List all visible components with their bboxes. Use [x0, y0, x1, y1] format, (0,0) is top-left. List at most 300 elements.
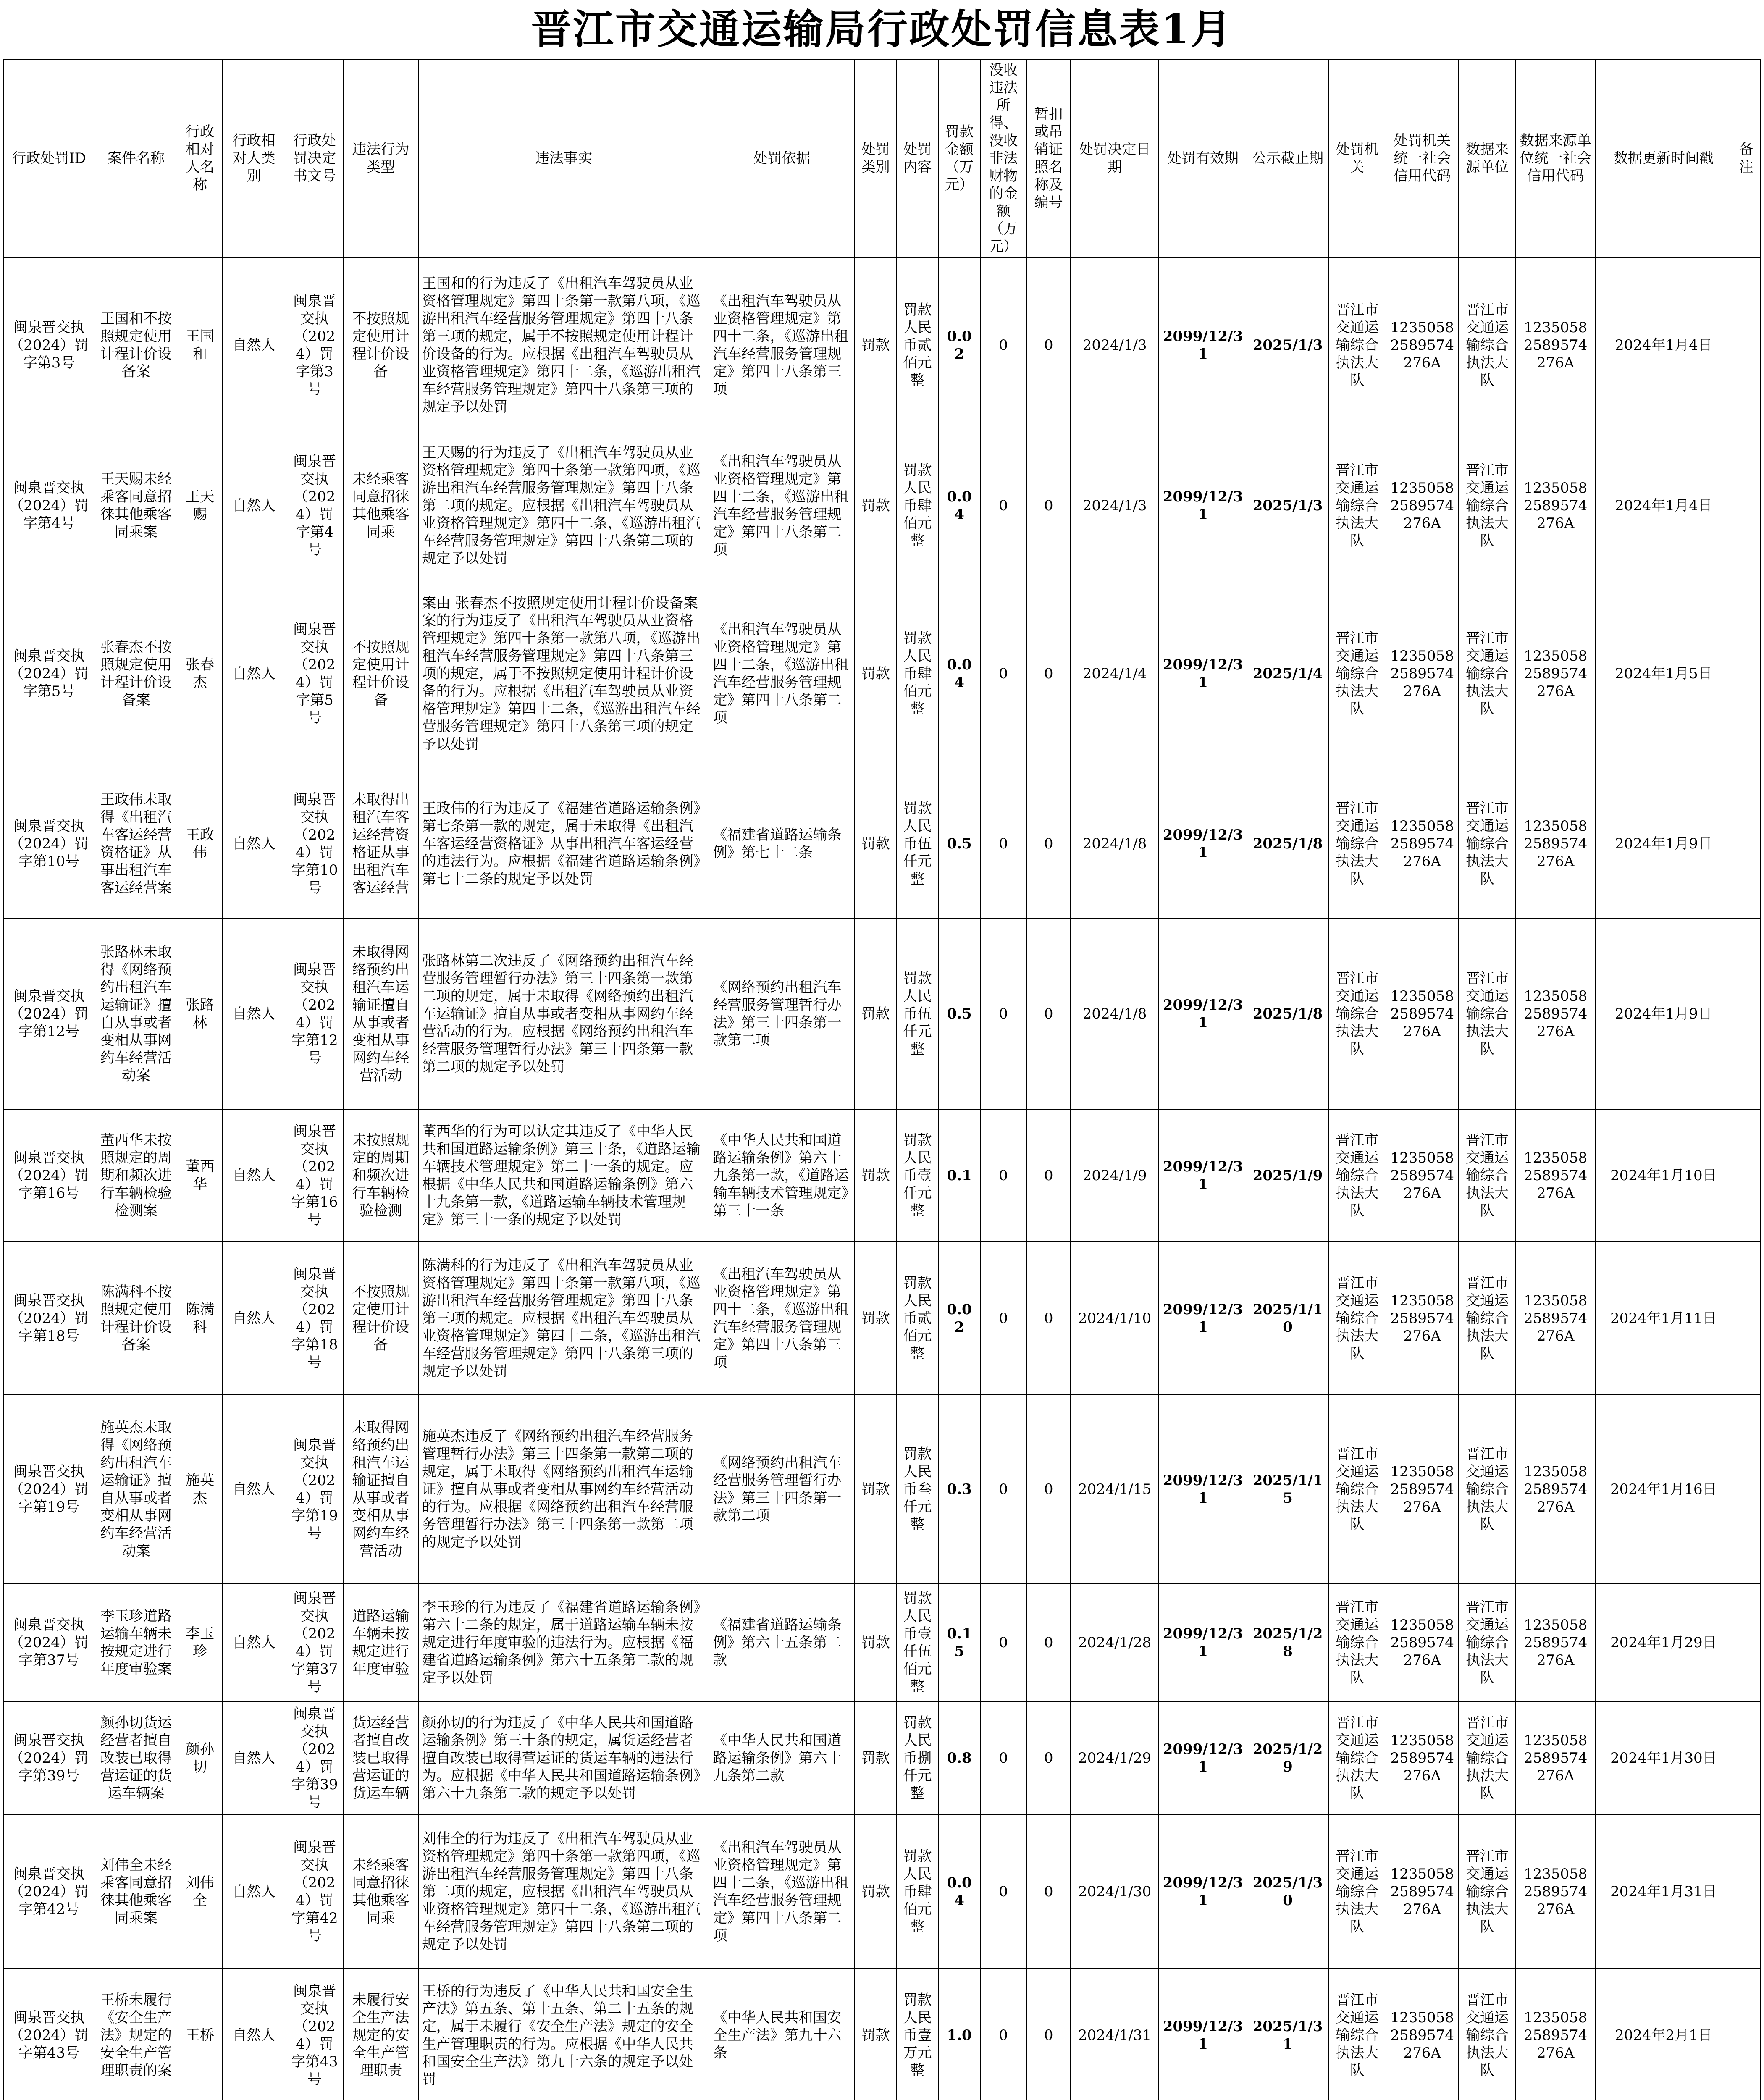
- basis-cell: 《出租汽车驾驶员从业资格管理规定》第四十二条，《巡游出租汽车经营服务管理规定》第四十八条第二项: [709, 578, 854, 769]
- table-row: [4, 257, 1761, 433]
- source-code-cell: 12350582589574276A: [1516, 1815, 1595, 1968]
- case-name-cell: 施英杰未取得《网络预约出租汽车运输证》擅自从事或者变相从事网约车经营活动案: [94, 1395, 178, 1584]
- authority-cell: 晋江市交通运输综合执法大队: [1328, 1815, 1386, 1968]
- penalty-id-cell: 闽泉晋交执（2024）罚字第43号: [4, 1968, 94, 2100]
- source-code-cell: 12350582589574276A: [1516, 769, 1595, 918]
- case-name-cell: 刘伟全未经乘客同意招徕其他乘客同乘案: [94, 1815, 178, 1968]
- decision-no-cell: 闽泉晋交执（2024）罚字第12号: [286, 918, 343, 1109]
- penalty-id-cell: 闽泉晋交执（2024）罚字第18号: [4, 1242, 94, 1395]
- source-unit-cell: 晋江市交通运输综合执法大队: [1459, 257, 1516, 433]
- decision-no-cell: 闽泉晋交执（2024）罚字第4号: [286, 433, 343, 578]
- license-suspension-cell: 0: [1026, 257, 1071, 433]
- decision-no-cell: 闽泉晋交执（2024）罚字第16号: [286, 1109, 343, 1242]
- remark-cell: [1732, 1968, 1761, 2100]
- fine-amount-cell: 0.1: [938, 1109, 980, 1242]
- facts-cell: 张路林第二次违反了《网络预约出租汽车经营服务管理暂行办法》第三十四条第一款第二项的规定，属于未取得《网络预约出租汽车运输证》擅自从事或者变相从事网约车经营活动的行为。应根据《网络预约出租汽车经营服务管理暂行办法》第三十四条第一款第二项的规定予以处罚: [418, 918, 709, 1109]
- penalty-id-cell: 闽泉晋交执（2024）罚字第5号: [4, 578, 94, 769]
- basis-cell: 《中华人民共和国道路运输条例》第六十九条第二款: [709, 1701, 854, 1815]
- authority-code-cell: 12350582589574276A: [1386, 1242, 1459, 1395]
- validity-cell: 2099/12/31: [1159, 1395, 1247, 1584]
- authority-cell: 晋江市交通运输综合执法大队: [1328, 578, 1386, 769]
- basis-cell: 《出租汽车驾驶员从业资格管理规定》第四十二条，《巡游出租汽车经营服务管理规定》第四十八条第三项: [709, 1242, 854, 1395]
- column-header: 违法行为类型: [343, 59, 418, 257]
- table-row: [4, 433, 1761, 578]
- authority-code-cell: 12350582589574276A: [1386, 257, 1459, 433]
- source-code-cell: 12350582589574276A: [1516, 1109, 1595, 1242]
- facts-cell: 颜孙切的行为违反了《中华人民共和国道路运输条例》第三十条的规定，属货运经营者擅自改装已取得营运证的货运车辆的违法行为。应根据《中华人民共和国道路运输条例》第六十九条第二款的规定予以处罚: [418, 1701, 709, 1815]
- license-suspension-cell: 0: [1026, 1815, 1071, 1968]
- decision-no-cell: 闽泉晋交执（2024）罚字第39号: [286, 1701, 343, 1815]
- column-header: 没收违法所得、没收非法财物的金额（万元）: [980, 59, 1026, 257]
- source-code-cell: 12350582589574276A: [1516, 433, 1595, 578]
- column-header: 违法事实: [418, 59, 709, 257]
- source-code-cell: 12350582589574276A: [1516, 1242, 1595, 1395]
- remark-cell: [1732, 769, 1761, 918]
- violation-type-cell: 未履行安全生产法规定的安全生产管理职责: [343, 1968, 418, 2100]
- publicity-end-cell: 2025/1/30: [1247, 1815, 1328, 1968]
- decision-no-cell: 闽泉晋交执（2024）罚字第43号: [286, 1968, 343, 2100]
- confiscation-cell: 0: [980, 1584, 1026, 1701]
- license-suspension-cell: 0: [1026, 769, 1071, 918]
- decision-no-cell: 闽泉晋交执（2024）罚字第19号: [286, 1395, 343, 1584]
- updated-cell: 2024年1月4日: [1595, 433, 1732, 578]
- source-code-cell: 12350582589574276A: [1516, 1968, 1595, 2100]
- license-suspension-cell: 0: [1026, 578, 1071, 769]
- table-row: [4, 1815, 1761, 1968]
- license-suspension-cell: 0: [1026, 1242, 1071, 1395]
- decision-date-cell: 2024/1/4: [1071, 578, 1159, 769]
- updated-cell: 2024年1月31日: [1595, 1815, 1732, 1968]
- authority-cell: 晋江市交通运输综合执法大队: [1328, 1584, 1386, 1701]
- remark-cell: [1732, 1109, 1761, 1242]
- facts-cell: 李玉珍的行为违反了《福建省道路运输条例》第六十二条的规定，属于道路运输车辆未按规定进行年度审验的违法行为。应根据《福建省道路运输条例》第六十五条第二款的规定予以处罚: [418, 1584, 709, 1701]
- violation-type-cell: 不按照规定使用计程计价设备: [343, 1242, 418, 1395]
- source-unit-cell: 晋江市交通运输综合执法大队: [1459, 578, 1516, 769]
- confiscation-cell: 0: [980, 1701, 1026, 1815]
- validity-cell: 2099/12/31: [1159, 1968, 1247, 2100]
- confiscation-cell: 0: [980, 1815, 1026, 1968]
- violation-type-cell: 未按照规定的周期和频次进行车辆检验检测: [343, 1109, 418, 1242]
- penalty-category-cell: 罚款: [855, 433, 897, 578]
- publicity-end-cell: 2025/1/10: [1247, 1242, 1328, 1395]
- publicity-end-cell: 2025/1/31: [1247, 1968, 1328, 2100]
- basis-cell: 《出租汽车驾驶员从业资格管理规定》第四十二条，《巡游出租汽车经营服务管理规定》第四十八条第三项: [709, 257, 854, 433]
- fine-amount-cell: 0.04: [938, 433, 980, 578]
- case-name-cell: 董西华未按照规定的周期和频次进行车辆检验检测案: [94, 1109, 178, 1242]
- confiscation-cell: 0: [980, 769, 1026, 918]
- table-row: [4, 1968, 1761, 2100]
- penalty-category-cell: 罚款: [855, 769, 897, 918]
- penalty-category-cell: 罚款: [855, 1242, 897, 1395]
- column-header: 处罚机关: [1328, 59, 1386, 257]
- updated-cell: 2024年1月30日: [1595, 1701, 1732, 1815]
- party-type-cell: 自然人: [222, 1815, 286, 1968]
- license-suspension-cell: 0: [1026, 1109, 1071, 1242]
- column-header: 处罚有效期: [1159, 59, 1247, 257]
- source-unit-cell: 晋江市交通运输综合执法大队: [1459, 918, 1516, 1109]
- fine-amount-cell: 1.0: [938, 1968, 980, 2100]
- violation-type-cell: 不按照规定使用计程计价设备: [343, 578, 418, 769]
- party-type-cell: 自然人: [222, 1242, 286, 1395]
- table-row: [4, 1109, 1761, 1242]
- authority-cell: 晋江市交通运输综合执法大队: [1328, 257, 1386, 433]
- source-code-cell: 12350582589574276A: [1516, 578, 1595, 769]
- decision-date-cell: 2024/1/8: [1071, 918, 1159, 1109]
- table-row: [4, 1242, 1761, 1395]
- party-type-cell: 自然人: [222, 1968, 286, 2100]
- authority-code-cell: 12350582589574276A: [1386, 433, 1459, 578]
- authority-cell: 晋江市交通运输综合执法大队: [1328, 1395, 1386, 1584]
- penalty-id-cell: 闽泉晋交执（2024）罚字第4号: [4, 433, 94, 578]
- source-unit-cell: 晋江市交通运输综合执法大队: [1459, 1584, 1516, 1701]
- publicity-end-cell: 2025/1/4: [1247, 578, 1328, 769]
- penalty-content-cell: 罚款人民币叁仟元整: [897, 1395, 939, 1584]
- fine-amount-cell: 0.15: [938, 1584, 980, 1701]
- facts-cell: 董西华的行为可以认定其违反了《中华人民共和国道路运输条例》第三十条，《道路运输车辆技术管理规定》第二十一条的规定。应根据《中华人民共和国道路运输条例》第六十九条第一款，《道路运输车辆技术管理规定》第三十一条的规定予以处罚: [418, 1109, 709, 1242]
- page-title: 晋江市交通运输局行政处罚信息表1月: [531, 5, 1233, 53]
- source-unit-cell: 晋江市交通运输综合执法大队: [1459, 1968, 1516, 2100]
- remark-cell: [1732, 918, 1761, 1109]
- remark-cell: [1732, 1242, 1761, 1395]
- column-header: 数据更新时间戳: [1595, 59, 1732, 257]
- authority-code-cell: 12350582589574276A: [1386, 1701, 1459, 1815]
- confiscation-cell: 0: [980, 257, 1026, 433]
- source-unit-cell: 晋江市交通运输综合执法大队: [1459, 1815, 1516, 1968]
- table-row: [4, 1395, 1761, 1584]
- case-name-cell: 李玉珍道路运输车辆未按规定进行年度审验案: [94, 1584, 178, 1701]
- confiscation-cell: 0: [980, 578, 1026, 769]
- party-name-cell: 颜孙切: [178, 1701, 222, 1815]
- publicity-end-cell: 2025/1/8: [1247, 918, 1328, 1109]
- decision-no-cell: 闽泉晋交执（2024）罚字第5号: [286, 578, 343, 769]
- updated-cell: 2024年1月9日: [1595, 918, 1732, 1109]
- facts-cell: 王天赐的行为违反了《出租汽车驾驶员从业资格管理规定》第四十条第一款第四项，《巡游出租汽车经营服务管理规定》第四十八条第二项的规定。应根据《出租汽车驾驶员从业资格管理规定》第四十二条，《巡游出租汽车经营服务管理规定》第四十八条第二项的规定予以处罚: [418, 433, 709, 578]
- updated-cell: 2024年1月11日: [1595, 1242, 1732, 1395]
- publicity-end-cell: 2025/1/29: [1247, 1701, 1328, 1815]
- source-unit-cell: 晋江市交通运输综合执法大队: [1459, 1701, 1516, 1815]
- table-row: [4, 1701, 1761, 1815]
- column-header: 处罚决定日期: [1071, 59, 1159, 257]
- penalty-id-cell: 闽泉晋交执（2024）罚字第39号: [4, 1701, 94, 1815]
- party-type-cell: 自然人: [222, 578, 286, 769]
- confiscation-cell: 0: [980, 1395, 1026, 1584]
- basis-cell: 《福建省道路运输条例》第七十二条: [709, 769, 854, 918]
- updated-cell: 2024年1月9日: [1595, 769, 1732, 918]
- validity-cell: 2099/12/31: [1159, 1242, 1247, 1395]
- source-code-cell: 12350582589574276A: [1516, 257, 1595, 433]
- decision-date-cell: 2024/1/3: [1071, 433, 1159, 578]
- decision-no-cell: 闽泉晋交执（2024）罚字第37号: [286, 1584, 343, 1701]
- table-header: [4, 59, 1761, 257]
- case-name-cell: 王天赐未经乘客同意招徕其他乘客同乘案: [94, 433, 178, 578]
- updated-cell: 2024年1月29日: [1595, 1584, 1732, 1701]
- penalty-table: [3, 59, 1761, 2100]
- penalty-id-cell: 闽泉晋交执（2024）罚字第10号: [4, 769, 94, 918]
- column-header: 行政相对人名称: [178, 59, 222, 257]
- basis-cell: 《中华人民共和国安全生产法》第九十六条: [709, 1968, 854, 2100]
- penalty-content-cell: 罚款人民币壹万元整: [897, 1968, 939, 2100]
- penalty-id-cell: 闽泉晋交执（2024）罚字第12号: [4, 918, 94, 1109]
- table-row: [4, 578, 1761, 769]
- party-name-cell: 施英杰: [178, 1395, 222, 1584]
- source-unit-cell: 晋江市交通运输综合执法大队: [1459, 769, 1516, 918]
- column-header: 数据来源单位统一社会信用代码: [1516, 59, 1595, 257]
- basis-cell: 《出租汽车驾驶员从业资格管理规定》第四十二条，《巡游出租汽车经营服务管理规定》第四十八条第二项: [709, 433, 854, 578]
- penalty-id-cell: 闽泉晋交执（2024）罚字第37号: [4, 1584, 94, 1701]
- party-name-cell: 王天赐: [178, 433, 222, 578]
- violation-type-cell: 未经乘客同意招徕其他乘客同乘: [343, 433, 418, 578]
- penalty-id-cell: 闽泉晋交执（2024）罚字第19号: [4, 1395, 94, 1584]
- party-name-cell: 王桥: [178, 1968, 222, 2100]
- updated-cell: 2024年1月4日: [1595, 257, 1732, 433]
- case-name-cell: 王国和不按照规定使用计程计价设备案: [94, 257, 178, 433]
- column-header: 备注: [1732, 59, 1761, 257]
- license-suspension-cell: 0: [1026, 1584, 1071, 1701]
- validity-cell: 2099/12/31: [1159, 918, 1247, 1109]
- penalty-category-cell: 罚款: [855, 1109, 897, 1242]
- confiscation-cell: 0: [980, 433, 1026, 578]
- facts-cell: 王桥的行为违反了《中华人民共和国安全生产法》第五条、第十五条、第二十五条的规定，属于未履行《安全生产法》规定的安全生产管理职责的行为。应根据《中华人民共和国安全生产法》第九十六条的规定予以处罚: [418, 1968, 709, 2100]
- party-type-cell: 自然人: [222, 1109, 286, 1242]
- column-header: 处罚依据: [709, 59, 854, 257]
- fine-amount-cell: 0.8: [938, 1701, 980, 1815]
- updated-cell: 2024年1月5日: [1595, 578, 1732, 769]
- validity-cell: 2099/12/31: [1159, 1584, 1247, 1701]
- authority-cell: 晋江市交通运输综合执法大队: [1328, 1701, 1386, 1815]
- authority-cell: 晋江市交通运输综合执法大队: [1328, 1109, 1386, 1242]
- violation-type-cell: 货运经营者擅自改装已取得营运证的货运车辆: [343, 1701, 418, 1815]
- party-name-cell: 王国和: [178, 257, 222, 433]
- table-row: [4, 769, 1761, 918]
- confiscation-cell: 0: [980, 1242, 1026, 1395]
- source-code-cell: 12350582589574276A: [1516, 1395, 1595, 1584]
- updated-cell: 2024年2月1日: [1595, 1968, 1732, 2100]
- validity-cell: 2099/12/31: [1159, 1701, 1247, 1815]
- penalty-content-cell: 罚款人民币捌仟元整: [897, 1701, 939, 1815]
- source-unit-cell: 晋江市交通运输综合执法大队: [1459, 1109, 1516, 1242]
- violation-type-cell: 未取得出租汽车客运经营资格证从事出租汽车客运经营: [343, 769, 418, 918]
- facts-cell: 刘伟全的行为违反了《出租汽车驾驶员从业资格管理规定》第四十条第一款第四项，《巡游出租汽车经营服务管理规定》第四十八条第二项的规定，应根据《出租汽车驾驶员从业资格管理规定》第四十二条，《巡游出租汽车经营服务管理规定》第四十八条第二项的规定予以处罚: [418, 1815, 709, 1968]
- authority-code-cell: 12350582589574276A: [1386, 1968, 1459, 2100]
- column-header: 罚款金额（万元）: [938, 59, 980, 257]
- source-code-cell: 12350582589574276A: [1516, 1701, 1595, 1815]
- decision-no-cell: 闽泉晋交执（2024）罚字第3号: [286, 257, 343, 433]
- fine-amount-cell: 0.3: [938, 1395, 980, 1584]
- column-header: 处罚类别: [855, 59, 897, 257]
- validity-cell: 2099/12/31: [1159, 433, 1247, 578]
- fine-amount-cell: 0.02: [938, 257, 980, 433]
- column-header: 暂扣或吊销证照名称及编号: [1026, 59, 1071, 257]
- decision-date-cell: 2024/1/28: [1071, 1584, 1159, 1701]
- penalty-id-cell: 闽泉晋交执（2024）罚字第16号: [4, 1109, 94, 1242]
- publicity-end-cell: 2025/1/28: [1247, 1584, 1328, 1701]
- penalty-category-cell: 罚款: [855, 1701, 897, 1815]
- column-header: 数据来源单位: [1459, 59, 1516, 257]
- party-type-cell: 自然人: [222, 1395, 286, 1584]
- column-header: 处罚内容: [897, 59, 939, 257]
- basis-cell: 《网络预约出租汽车经营服务管理暂行办法》第三十四条第一款第二项: [709, 1395, 854, 1584]
- authority-code-cell: 12350582589574276A: [1386, 918, 1459, 1109]
- license-suspension-cell: 0: [1026, 433, 1071, 578]
- party-type-cell: 自然人: [222, 918, 286, 1109]
- party-type-cell: 自然人: [222, 433, 286, 578]
- authority-cell: 晋江市交通运输综合执法大队: [1328, 769, 1386, 918]
- authority-code-cell: 12350582589574276A: [1386, 769, 1459, 918]
- fine-amount-cell: 0.04: [938, 1815, 980, 1968]
- violation-type-cell: 道路运输车辆未按规定进行年度审验: [343, 1584, 418, 1701]
- party-name-cell: 王政伟: [178, 769, 222, 918]
- penalty-content-cell: 罚款人民币壹仟元整: [897, 1109, 939, 1242]
- confiscation-cell: 0: [980, 1109, 1026, 1242]
- license-suspension-cell: 0: [1026, 1968, 1071, 2100]
- remark-cell: [1732, 433, 1761, 578]
- column-header: 行政处罚决定书文号: [286, 59, 343, 257]
- license-suspension-cell: 0: [1026, 1701, 1071, 1815]
- source-unit-cell: 晋江市交通运输综合执法大队: [1459, 433, 1516, 578]
- authority-cell: 晋江市交通运输综合执法大队: [1328, 918, 1386, 1109]
- column-header: 行政相对人类别: [222, 59, 286, 257]
- column-header: 案件名称: [94, 59, 178, 257]
- party-name-cell: 陈满科: [178, 1242, 222, 1395]
- penalty-content-cell: 罚款人民币肆佰元整: [897, 1815, 939, 1968]
- penalty-id-cell: 闽泉晋交执（2024）罚字第3号: [4, 257, 94, 433]
- case-name-cell: 张春杰不按照规定使用计程计价设备案: [94, 578, 178, 769]
- violation-type-cell: 未取得网络预约出租汽车运输证擅自从事或者变相从事网约车经营活动: [343, 918, 418, 1109]
- column-header: 处罚机关统一社会信用代码: [1386, 59, 1459, 257]
- validity-cell: 2099/12/31: [1159, 1109, 1247, 1242]
- updated-cell: 2024年1月10日: [1595, 1109, 1732, 1242]
- penalty-content-cell: 罚款人民币贰佰元整: [897, 257, 939, 433]
- authority-cell: 晋江市交通运输综合执法大队: [1328, 1968, 1386, 2100]
- column-header: 行政处罚ID: [4, 59, 94, 257]
- decision-date-cell: 2024/1/8: [1071, 769, 1159, 918]
- authority-cell: 晋江市交通运输综合执法大队: [1328, 433, 1386, 578]
- validity-cell: 2099/12/31: [1159, 578, 1247, 769]
- publicity-end-cell: 2025/1/3: [1247, 433, 1328, 578]
- facts-cell: 王国和的行为违反了《出租汽车驾驶员从业资格管理规定》第四十条第一款第八项，《巡游出租汽车经营服务管理规定》第四十八条第三项的规定，属于不按照规定使用计程计价设备的行为。应根据《出租汽车驾驶员从业资格管理规定》第四十二条，《巡游出租汽车经营服务管理规定》第四十八条第三项的规定予以处罚: [418, 257, 709, 433]
- penalty-category-cell: 罚款: [855, 578, 897, 769]
- party-type-cell: 自然人: [222, 1701, 286, 1815]
- party-type-cell: 自然人: [222, 769, 286, 918]
- penalty-content-cell: 罚款人民币肆佰元整: [897, 578, 939, 769]
- penalty-content-cell: 罚款人民币伍仟元整: [897, 769, 939, 918]
- penalty-id-cell: 闽泉晋交执（2024）罚字第42号: [4, 1815, 94, 1968]
- penalty-category-cell: 罚款: [855, 918, 897, 1109]
- validity-cell: 2099/12/31: [1159, 257, 1247, 433]
- confiscation-cell: 0: [980, 1968, 1026, 2100]
- validity-cell: 2099/12/31: [1159, 769, 1247, 918]
- penalty-category-cell: 罚款: [855, 1584, 897, 1701]
- facts-cell: 案由 张春杰不按照规定使用计程计价设备案案的行为违反了《出租汽车驾驶员从业资格管理规定》第四十条第一款第八项，《巡游出租汽车经营服务管理规定》第四十八条第三项的规定，属于不按照规定使用计程计价设备的行为。应根据《出租汽车驾驶员从业资格管理规定》第四十二条，《巡游出租汽车经营服务管理规定》第四十八条第三项的规定予以处罚: [418, 578, 709, 769]
- authority-code-cell: 12350582589574276A: [1386, 1109, 1459, 1242]
- violation-type-cell: 未经乘客同意招徕其他乘客同乘: [343, 1815, 418, 1968]
- party-name-cell: 董西华: [178, 1109, 222, 1242]
- column-header: 公示截止期: [1247, 59, 1328, 257]
- publicity-end-cell: 2025/1/8: [1247, 769, 1328, 918]
- decision-date-cell: 2024/1/31: [1071, 1968, 1159, 2100]
- remark-cell: [1732, 1815, 1761, 1968]
- party-type-cell: 自然人: [222, 1584, 286, 1701]
- confiscation-cell: 0: [980, 918, 1026, 1109]
- table-body: [4, 257, 1761, 2100]
- remark-cell: [1732, 257, 1761, 433]
- case-name-cell: 王政伟未取得《出租汽车客运经营资格证》从事出租汽车客运经营案: [94, 769, 178, 918]
- authority-cell: 晋江市交通运输综合执法大队: [1328, 1242, 1386, 1395]
- penalty-category-cell: 罚款: [855, 257, 897, 433]
- basis-cell: 《网络预约出租汽车经营服务管理暂行办法》第三十四条第一款第二项: [709, 918, 854, 1109]
- source-unit-cell: 晋江市交通运输综合执法大队: [1459, 1395, 1516, 1584]
- publicity-end-cell: 2025/1/15: [1247, 1395, 1328, 1584]
- decision-date-cell: 2024/1/29: [1071, 1701, 1159, 1815]
- party-type-cell: 自然人: [222, 257, 286, 433]
- decision-no-cell: 闽泉晋交执（2024）罚字第10号: [286, 769, 343, 918]
- basis-cell: 《福建省道路运输条例》第六十五条第二款: [709, 1584, 854, 1701]
- case-name-cell: 陈满科不按照规定使用计程计价设备案: [94, 1242, 178, 1395]
- updated-cell: 2024年1月16日: [1595, 1395, 1732, 1584]
- authority-code-cell: 12350582589574276A: [1386, 1395, 1459, 1584]
- source-code-cell: 12350582589574276A: [1516, 918, 1595, 1109]
- decision-date-cell: 2024/1/3: [1071, 257, 1159, 433]
- header-row: [4, 59, 1761, 257]
- decision-no-cell: 闽泉晋交执（2024）罚字第42号: [286, 1815, 343, 1968]
- fine-amount-cell: 0.5: [938, 918, 980, 1109]
- party-name-cell: 张春杰: [178, 578, 222, 769]
- penalty-content-cell: 罚款人民币贰佰元整: [897, 1242, 939, 1395]
- authority-code-cell: 12350582589574276A: [1386, 1815, 1459, 1968]
- license-suspension-cell: 0: [1026, 1395, 1071, 1584]
- source-code-cell: 12350582589574276A: [1516, 1584, 1595, 1701]
- decision-date-cell: 2024/1/9: [1071, 1109, 1159, 1242]
- penalty-content-cell: 罚款人民币伍仟元整: [897, 918, 939, 1109]
- penalty-content-cell: 罚款人民币壹仟伍佰元整: [897, 1584, 939, 1701]
- facts-cell: 施英杰违反了《网络预约出租汽车经营服务管理暂行办法》第三十四条第一款第二项的规定，属于未取得《网络预约出租汽车运输证》擅自从事或者变相从事网约车经营活动的行为。应根据《网络预约出租汽车经营服务管理暂行办法》第三十四条第一款第二项的规定予以处罚: [418, 1395, 709, 1584]
- source-unit-cell: 晋江市交通运输综合执法大队: [1459, 1242, 1516, 1395]
- penalty-category-cell: 罚款: [855, 1395, 897, 1584]
- basis-cell: 《出租汽车驾驶员从业资格管理规定》第四十二条，《巡游出租汽车经营服务管理规定》第四十八条第二项: [709, 1815, 854, 1968]
- party-name-cell: 张路林: [178, 918, 222, 1109]
- decision-date-cell: 2024/1/15: [1071, 1395, 1159, 1584]
- fine-amount-cell: 0.04: [938, 578, 980, 769]
- facts-cell: 陈满科的行为违反了《出租汽车驾驶员从业资格管理规定》第四十条第一款第八项，《巡游出租汽车经营服务管理规定》第四十八条第三项的规定。应根据《出租汽车驾驶员从业资格管理规定》第四十二条，《巡游出租汽车经营服务管理规定》第四十八条第三项的规定予以处罚: [418, 1242, 709, 1395]
- publicity-end-cell: 2025/1/9: [1247, 1109, 1328, 1242]
- fine-amount-cell: 0.02: [938, 1242, 980, 1395]
- remark-cell: [1732, 1701, 1761, 1815]
- license-suspension-cell: 0: [1026, 918, 1071, 1109]
- decision-date-cell: 2024/1/10: [1071, 1242, 1159, 1395]
- remark-cell: [1732, 1584, 1761, 1701]
- facts-cell: 王政伟的行为违反了《福建省道路运输条例》第七条第一款的规定，属于未取得《出租汽车客运经营资格证》从事出租汽车客运经营的违法行为。应根据《福建省道路运输条例》第七十二条的规定予以处罚: [418, 769, 709, 918]
- remark-cell: [1732, 578, 1761, 769]
- publicity-end-cell: 2025/1/3: [1247, 257, 1328, 433]
- decision-no-cell: 闽泉晋交执（2024）罚字第18号: [286, 1242, 343, 1395]
- validity-cell: 2099/12/31: [1159, 1815, 1247, 1968]
- violation-type-cell: 未取得网络预约出租汽车运输证擅自从事或者变相从事网约车经营活动: [343, 1395, 418, 1584]
- violation-type-cell: 不按照规定使用计程计价设备: [343, 257, 418, 433]
- table-row: [4, 1584, 1761, 1701]
- authority-code-cell: 12350582589574276A: [1386, 578, 1459, 769]
- authority-code-cell: 12350582589574276A: [1386, 1584, 1459, 1701]
- case-name-cell: 王桥未履行《安全生产法》规定的安全生产管理职责的案: [94, 1968, 178, 2100]
- party-name-cell: 刘伟全: [178, 1815, 222, 1968]
- penalty-category-cell: 罚款: [855, 1968, 897, 2100]
- case-name-cell: 颜孙切货运经营者擅自改装已取得营运证的货运车辆案: [94, 1701, 178, 1815]
- penalty-content-cell: 罚款人民币肆佰元整: [897, 433, 939, 578]
- table-row: [4, 918, 1761, 1109]
- case-name-cell: 张路林未取得《网络预约出租汽车运输证》擅自从事或者变相从事网约车经营活动案: [94, 918, 178, 1109]
- party-name-cell: 李玉珍: [178, 1584, 222, 1701]
- fine-amount-cell: 0.5: [938, 769, 980, 918]
- remark-cell: [1732, 1395, 1761, 1584]
